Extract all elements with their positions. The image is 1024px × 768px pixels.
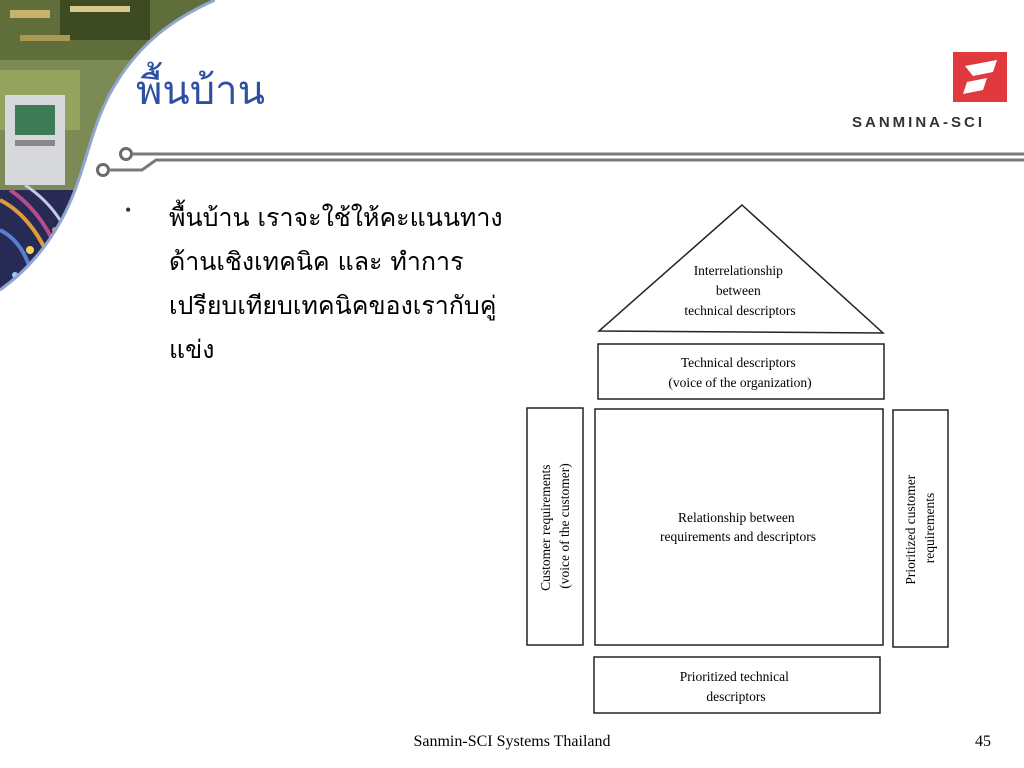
- prioritized-technical-box: [594, 657, 880, 713]
- prioritized-customer-line-1: Prioritized customer: [903, 474, 918, 585]
- customer-requirements-box: [527, 408, 583, 645]
- relationship-line-2: requirements and descriptors: [660, 529, 816, 544]
- page-number: 45: [975, 733, 991, 750]
- roof-label-line-3: technical descriptors: [684, 303, 796, 318]
- prioritized-customer-box: [893, 410, 948, 647]
- house-of-quality-diagram: [520, 200, 960, 720]
- customer-requirements-line-1: Customer requirements: [538, 464, 553, 591]
- relationship-matrix-box: [595, 409, 883, 645]
- prioritized-technical-line-2: descriptors: [706, 689, 766, 704]
- prioritized-technical-line-1: Prioritized technical: [679, 669, 789, 684]
- bullet-icon: •: [125, 200, 132, 220]
- customer-requirements-line-2: (voice of the customer): [557, 463, 572, 589]
- technical-descriptors-line-1: Technical descriptors: [680, 355, 796, 370]
- sanmina-logo-mark-icon: [953, 52, 1007, 102]
- technical-descriptors-line-2: (voice of the organization): [668, 375, 812, 390]
- bullet-text: พื้นบ้าน เราจะใช้ให้คะแนนทางด้านเชิงเทคนิค และ ทำการเปรียบเทียบเทคนิคของเรากับคู่แข่ง: [169, 203, 503, 364]
- footer-company: Sanmin-SCI Systems Thailand: [413, 733, 611, 750]
- sanmina-logo: [850, 52, 1010, 132]
- header-divider: [92, 144, 1024, 184]
- sanmina-logo-text: SANMINA-SCI: [852, 114, 985, 131]
- roof-label-line-1: Interrelationship: [693, 263, 783, 278]
- prioritized-customer-line-2: requirements: [922, 492, 937, 564]
- roof-label-line-2: between: [715, 283, 761, 298]
- slide-title: พื้นบ้าน: [136, 68, 265, 114]
- technical-descriptors-box: [598, 344, 884, 399]
- relationship-line-1: Relationship between: [678, 510, 795, 525]
